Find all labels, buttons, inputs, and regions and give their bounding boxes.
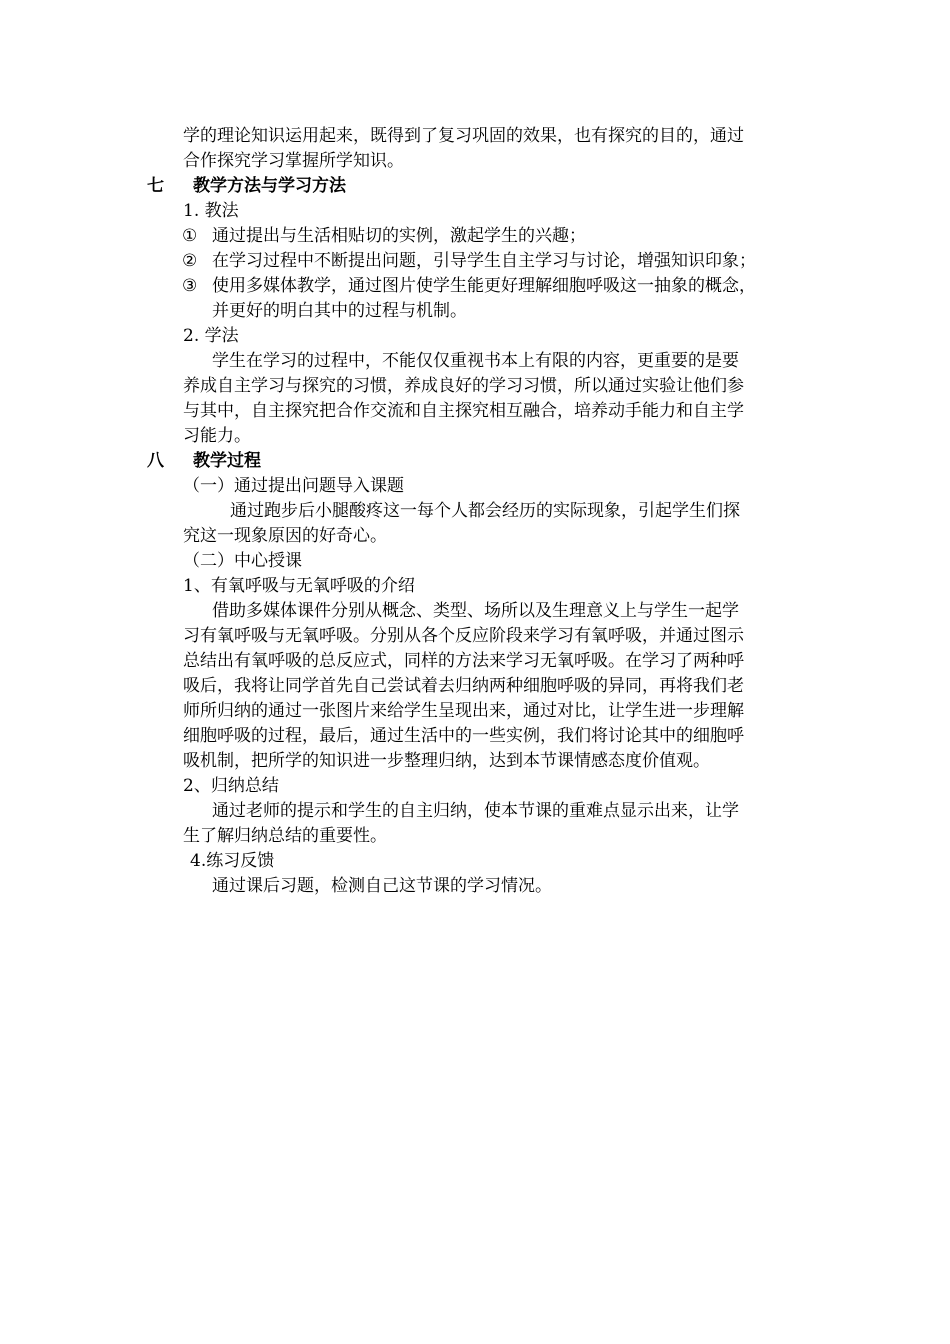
teaching-item-1-text: 通过提出与生活相贴切的实例，激起学生的兴趣；	[212, 226, 586, 246]
subsection-1-line-6: 细胞呼吸的过程，最后，通过生活中的一些实例，我们将讨论其中的细胞呼	[183, 726, 744, 746]
learning-paragraph-line-2: 养成自主学习与探究的习惯，养成良好的学习习惯，所以通过实验让他们参	[183, 376, 744, 396]
teaching-item-1-marker: ①	[182, 226, 198, 246]
teaching-item-3-text-line-1: 使用多媒体教学，通过图片使学生能更好理解细胞呼吸这一抽象的概念，	[212, 276, 756, 296]
subsection-1-line-4: 吸后，我将让同学首先自己尝试着去归纳两种细胞呼吸的异同，再将我们老	[183, 676, 744, 696]
subsection-2-heading: 2、归纳总结	[183, 776, 279, 796]
subsection-1-line-5: 师所归纳的通过一张图片来给学生呈现出来，通过对比，让学生进一步理解	[183, 701, 744, 721]
subsection-1-line-1: 借助多媒体课件分别从概念、类型、场所以及生理意义上与学生一起学	[212, 601, 739, 621]
subsection-4-heading: 4.练习反馈	[190, 851, 275, 871]
section-8-heading	[0, 449, 950, 473]
part-1-heading: （一）通过提出问题导入课题	[183, 476, 404, 496]
teaching-method-heading: 1. 教法	[183, 201, 239, 221]
teaching-item-2-text: 在学习过程中不断提出问题，引导学生自主学习与讨论，增强知识印象；	[212, 251, 756, 271]
teaching-item-2-marker: ②	[182, 251, 198, 271]
subsection-1-line-3: 总结出有氧呼吸的总反应式，同样的方法来学习无氧呼吸。在学习了两种呼	[183, 651, 744, 671]
subsection-1-line-2: 习有氧呼吸与无氧呼吸。分别从各个反应阶段来学习有氧呼吸，并通过图示	[183, 626, 744, 646]
section-7-title: 教学方法与学习方法	[193, 176, 346, 196]
subsection-4-line-1: 通过课后习题，检测自己这节课的学习情况。	[212, 876, 552, 896]
section-7-heading	[0, 174, 950, 198]
subsection-2-line-1: 通过老师的提示和学生的自主归纳，使本节课的重难点显示出来，让学	[212, 801, 739, 821]
teaching-item-3-marker: ③	[182, 276, 198, 296]
part-2-heading: （二）中心授课	[183, 551, 302, 571]
subsection-1-heading: 1、有氧呼吸与无氧呼吸的介绍	[183, 576, 415, 596]
learning-paragraph-line-3: 与其中，自主探究把合作交流和自主探究相互融合，培养动手能力和自主学	[183, 401, 744, 421]
section-8-title: 教学过程	[193, 451, 261, 471]
section-7-number: 七	[147, 176, 164, 196]
learning-paragraph-line-4: 习能力。	[183, 426, 251, 446]
learning-method-heading: 2. 学法	[183, 326, 239, 346]
section-8-number: 八	[147, 451, 164, 471]
learning-paragraph-line-1: 学生在学习的过程中，不能仅仅重视书本上有限的内容，更重要的是要	[212, 351, 739, 371]
subsection-2-line-2: 生了解归纳总结的重要性。	[183, 826, 387, 846]
teaching-item-3-text-line-2: 并更好的明白其中的过程与机制。	[212, 301, 467, 321]
subsection-1-line-7: 吸机制，把所学的知识进一步整理归纳，达到本节课情感态度价值观。	[183, 751, 710, 771]
part-1-paragraph-line-1: 通过跑步后小腿酸疼这一每个人都会经历的实际现象，引起学生们探	[230, 501, 740, 521]
intro-line-2: 合作探究学习掌握所学知识。	[183, 151, 404, 171]
part-1-paragraph-line-2: 究这一现象原因的好奇心。	[183, 526, 387, 546]
intro-line-1: 学的理论知识运用起来，既得到了复习巩固的效果，也有探究的目的，通过	[183, 126, 744, 146]
